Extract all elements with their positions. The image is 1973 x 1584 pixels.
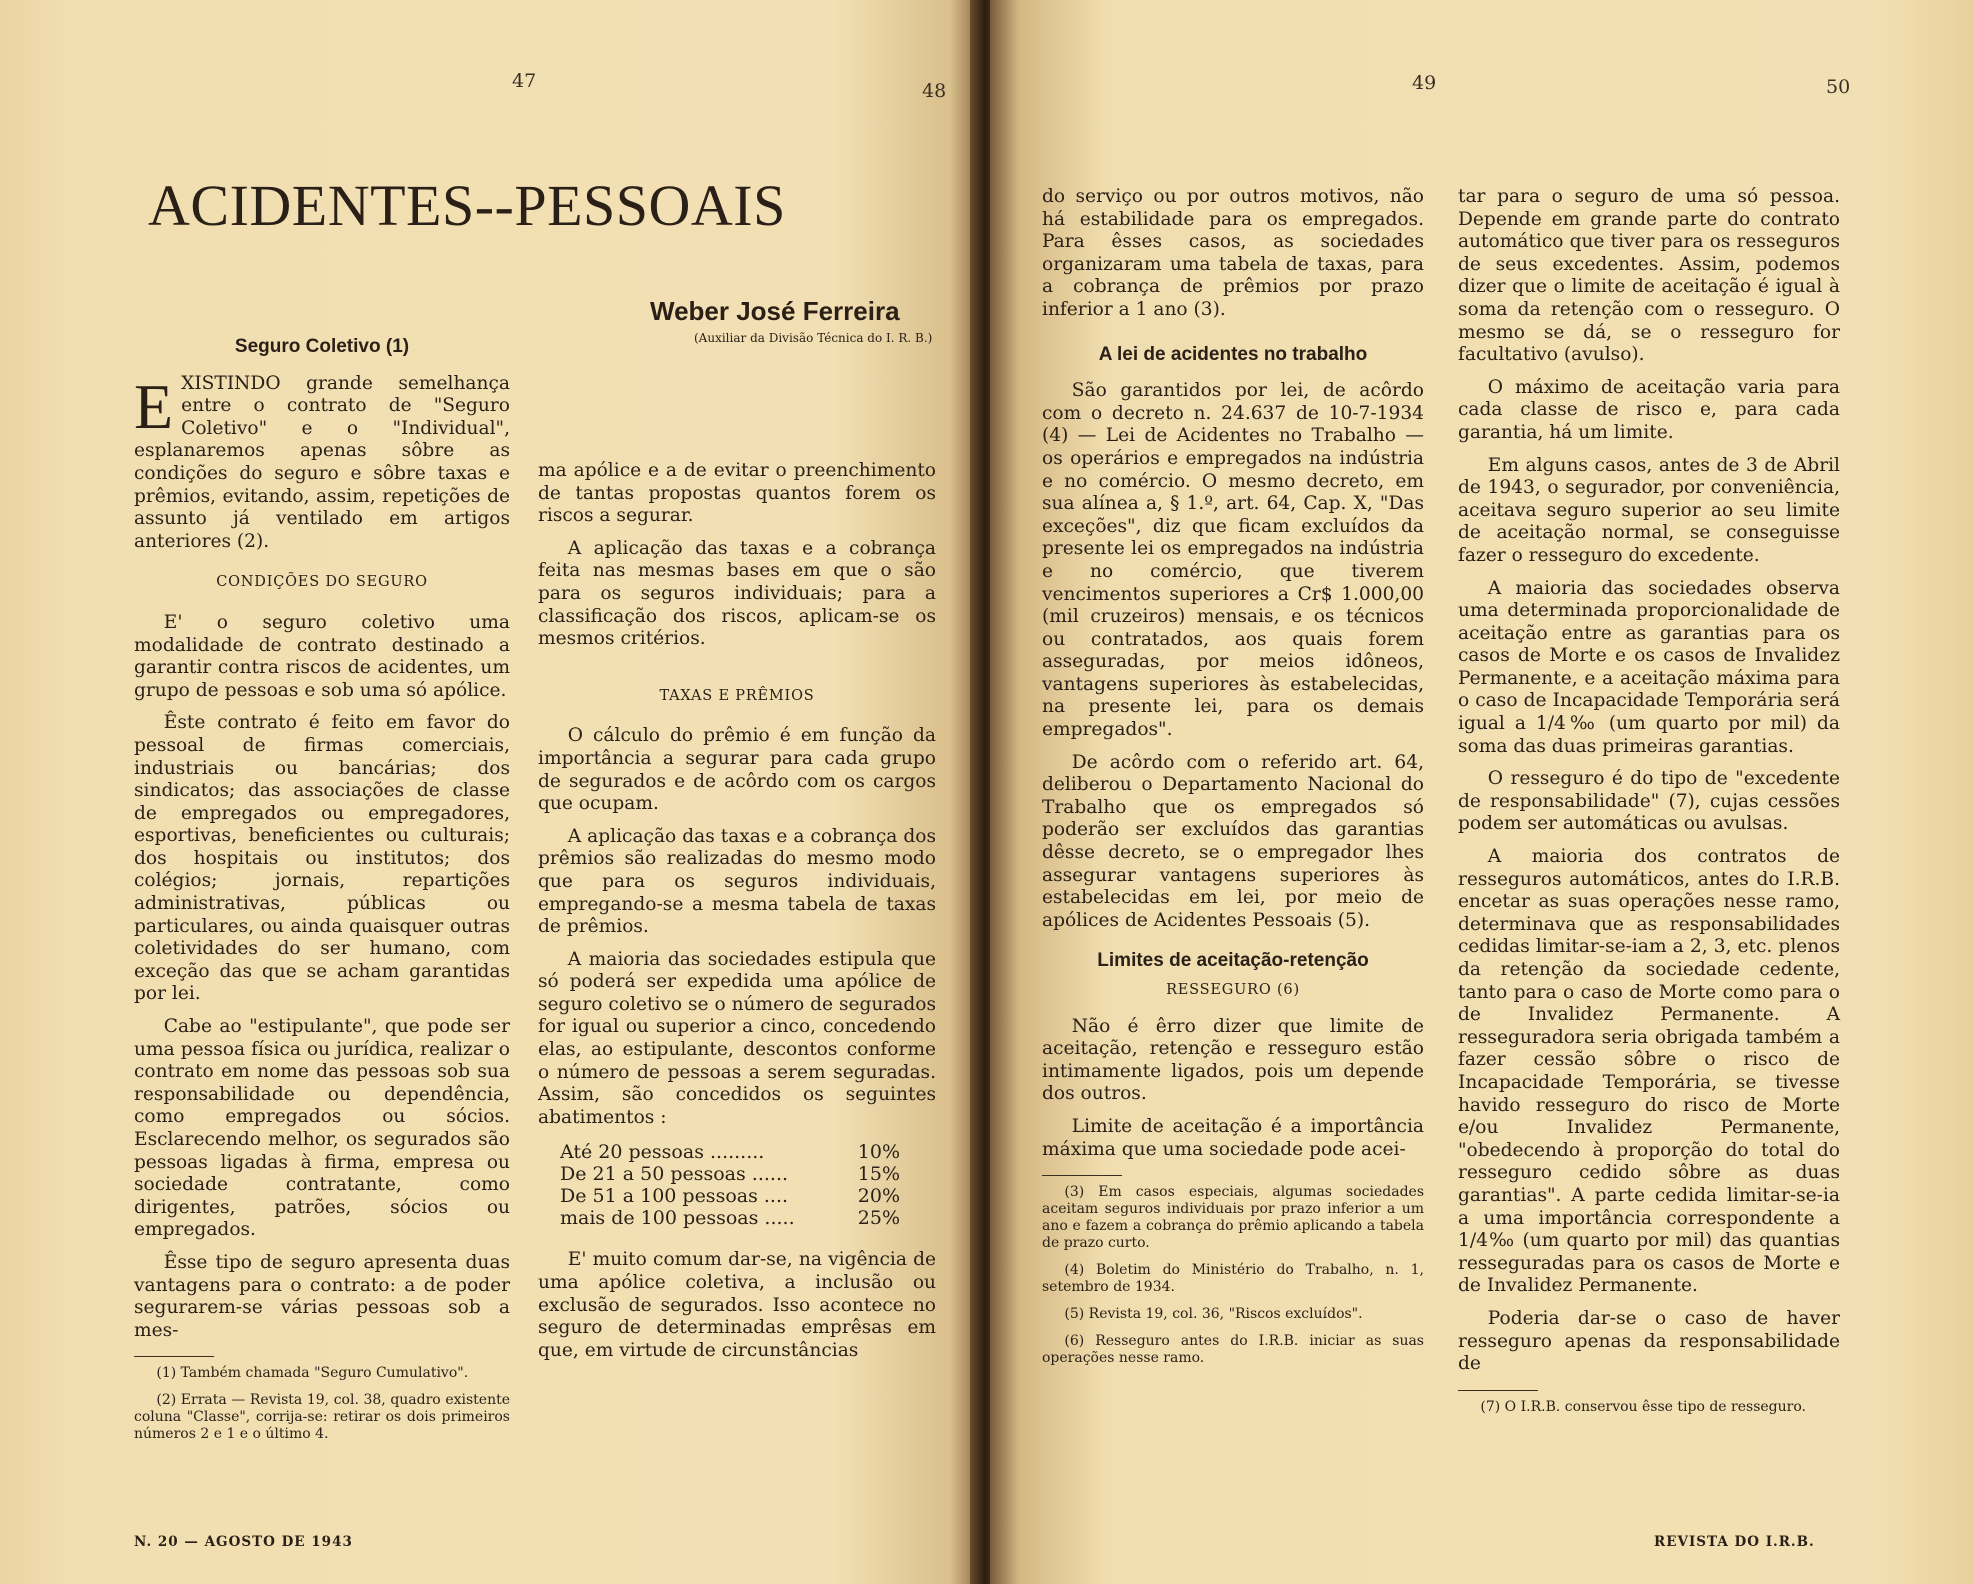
subheading-taxas: TAXAS E PRÊMIOS — [659, 687, 815, 704]
footnote-7: (7) O I.R.B. conservou êsse tipo de resseguro. — [1480, 1398, 1806, 1415]
paragraph: A maioria das sociedades observa uma determinada proporcionalidade de aceitação entre as garantias para os casos de Morte e os casos de Invalidez Permanente, e a aceitação máxima para o caso de Incapacidade Temporária será igual a 1/4‰ (um quarto por mil) da soma das duas primeiras garantias. — [1458, 577, 1840, 757]
section-heading-seguro-coletivo: Seguro Coletivo (1) — [234, 336, 410, 357]
section-heading-lei-acidentes: A lei de acidentes no trabalho — [1098, 343, 1368, 365]
discount-label: De 21 a 50 pessoas ...... — [560, 1163, 789, 1186]
section-heading-limites: Limites de aceitação-retenção — [1097, 950, 1369, 972]
article-title: ACIDENTES--PESSOAIS — [148, 173, 786, 238]
paragraph: ma apólice e a de evitar o preenchimento de tantas propostas quantos forem os riscos a segurar. — [538, 460, 936, 527]
discount-value: 10% — [857, 1141, 900, 1164]
paragraph: Em alguns casos, antes de 3 de Abril de 1943, o segurador, por conveniência, aceitava seguro superior ao seu limite de aceitação normal, se conseguisse fazer o resseguro do excedente. — [1458, 454, 1840, 566]
paragraph: O resseguro é do tipo de "excedente de responsabilidade" (7), cujas cessões podem ser automáticas ou avulsas. — [1458, 768, 1840, 835]
paragraph: Poderia dar-se o caso de haver resseguro apenas da responsabilidade de — [1458, 1307, 1840, 1375]
paragraph: A aplicação das taxas e a cobrança dos prêmios são realizadas do mesmo modo que para os seguros individuais, empregando-se a mesma tabela de taxas de prêmios. — [538, 825, 936, 938]
discount-value: 15% — [857, 1163, 900, 1186]
author-affiliation: (Auxiliar da Divisão Técnica do I. R. B.) — [694, 331, 933, 345]
paragraph: Limite de aceitação é a importância máxima que uma sociedade pode acei- — [1042, 1115, 1424, 1160]
footnote-2: (2) Errata — Revista 19, col. 38, quadro existente coluna "Classe", corrija-se: retirar os dois primeiros números 2 e 1 e o último 4. — [134, 1392, 510, 1443]
footnote-rule — [134, 1356, 214, 1357]
footnote-3: (3) Em casos especiais, algumas sociedades aceitam seguros individuais por prazo inferior a um ano e fazem a cobrança do prêmio aplicando a tabela de prazo curto. — [1042, 1184, 1424, 1252]
footnote-6: (6) Resseguro antes do I.R.B. iniciar as suas operações nesse ramo. — [1042, 1333, 1424, 1367]
discount-row — [560, 1185, 900, 1207]
intro-paragraph — [134, 370, 510, 554]
discount-row — [560, 1163, 900, 1185]
paragraph: A maioria dos contratos de resseguros automáticos, antes do I.R.B. encetar as suas operações nesse ramo, determinava que as responsabilidades cedidas limitar-se-iam a 2, 3, etc. plenos da retenção da sociedade cedente, tanto para o caso de Morte como para o de Invalidez Permanente. A resseguradora seria obrigada também a fazer cessão sôbre o risco de Incapacidade Temporária, se tivesse havido resseguro do risco de Morte e/ou Invalidez Permanente, "obedecendo à proporção do total do resseguro cedido sôbre as duas garantias". A parte cedida limitar-se-ia a uma importância correspondente a 1/4‰ (um quarto por mil) das quantias resseguradas para os casos de Morte e de Invalidez Permanente. — [1458, 846, 1840, 1297]
paragraph: O cálculo do prêmio é em função da importância a segurar para cada grupo de segurados e de acôrdo com os cargos que ocupam. — [538, 725, 936, 815]
paragraph: O máximo de aceitação varia para cada classe de risco e, para cada garantia, há um limite. — [1458, 376, 1840, 443]
subheading-condicoes: CONDIÇÕES DO SEGURO — [216, 574, 428, 591]
page-number-47: 47 — [512, 70, 537, 92]
discount-label: De 51 a 100 pessoas .... — [560, 1185, 789, 1208]
drop-cap: E — [134, 370, 174, 442]
intro-text: XISTINDO grande semelhança entre o contrato de "Seguro Coletivo" e o "Individual", esplanaremos apenas sôbre as condições do seguro e sôbre taxas e prêmios, evitando, assim, repetições de assunto já ventilado em artigos anteriores (2). — [134, 372, 510, 552]
paragraph: Êste contrato é feito em favor do pessoal de firmas comerciais, industriais ou bancárias; dos sindicatos; das associações de classe de empregados ou empregadores, esportivas, beneficientes ou culturais; dos hospitais ou institutos; dos colégios; jornais, repartições administrativas, públicas ou particulares, ou ainda quaisquer outras coletividades do ser humano, com exceção das que se acham garantidas por lei. — [134, 712, 510, 1005]
footnote-4: (4) Boletim do Ministério do Trabalho, n. 1, setembro de 1934. — [1042, 1262, 1424, 1296]
column-48 — [538, 460, 936, 1372]
article-author: Weber José Ferreira — [650, 296, 900, 326]
left-page — [0, 0, 980, 1584]
footnote-rule — [1042, 1175, 1122, 1176]
paragraph: tar para o seguro de uma só pessoa. Depende em grande parte do contrato automático que tiver para os resseguros de seus excedentes. Assim, podemos dizer que o limite de aceitação é igual à soma da retenção com o resseguro. O mesmo se dá, se o resseguro for facultativo (avulso). — [1458, 186, 1840, 366]
paragraph: E' muito comum dar-se, na vigência de uma apólice coletiva, a inclusão ou exclusão de segurados. Isso acontece no seguro de determinadas emprêsas em que, em virtude de circunstâncias — [538, 1249, 936, 1361]
paragraph: do serviço ou por outros motivos, não há estabilidade para os empregados. Para êsses casos, as sociedades organizaram uma tabela de taxas, para a cobrança de prêmios por prazo inferior a 1 ano (3). — [1042, 186, 1424, 320]
page-number-49: 49 — [1412, 72, 1437, 94]
paragraph: De acôrdo com o referido art. 64, deliberou o Departamento Nacional do Trabalho que os empregados só poderão ser excluídos das garantias dêsse decreto, se o empregador lhes assegurar vantagens superiores às estabelecidas em lei, por meio de apólices de Acidentes Pessoais (5). — [1042, 751, 1424, 931]
paragraph: São garantidos por lei, de acôrdo com o decreto n. 24.637 de 10-7-1934 (4) — Lei de Acidentes no Trabalho — os operários e empregados na indústria e no comércio. O mesmo decreto, em sua alínea a, § 1.º, art. 64, Cap. X, "Das exceções", diz que ficam excluídos da presente lei os empregados na indústria e no comércio, que tiverem vencimentos superiores a Cr$ 1.000,00 (mil cruzeiros) mensais, e os técnicos ou contratados, aos quais forem asseguradas, por meios idôneos, vantagens superiores às estabelecidas, na presente lei, para os demais empregados". — [1042, 380, 1424, 741]
page-number-48: 48 — [922, 80, 947, 102]
column-50 — [1458, 186, 1840, 1426]
paragraph: Êsse tipo de seguro apresenta duas vantagens para o contrato: a de poder segurarem-se várias pessoas sob a mes- — [134, 1251, 510, 1341]
discount-value: 25% — [857, 1207, 900, 1230]
footnote-5: (5) Revista 19, col. 36, "Riscos excluídos". — [1064, 1306, 1363, 1323]
discount-table — [560, 1141, 936, 1229]
paragraph: A maioria das sociedades estipula que só poderá ser expedida uma apólice de seguro coletivo se o número de segurados for igual ou superior a cinco, concedendo elas, ao estipulante, descontos conforme o número de pessoas a serem seguradas. Assim, são concedidos os seguintes abatimentos : — [538, 948, 936, 1128]
paragraph: Cabe ao "estipulante", que pode ser uma pessoa física ou jurídica, realizar o contrato em nome das pessoas sob sua responsabilidade ou dependência, como empregados ou sócios. Esclarecendo melhor, os segurados são pessoas ligadas à firma, empresa ou sociedade contratante, como dirigentes, patrões, sócios ou empregados. — [134, 1016, 510, 1241]
discount-row — [560, 1207, 900, 1229]
paragraph: A aplicação das taxas e a cobrança feita nas mesmas bases em que o são para os seguros individuais; para a classificação dos riscos, aplicam-se os mesmos critérios. — [538, 537, 936, 650]
paragraph: Não é êrro dizer que limite de aceitação, retenção e resseguro estão intimamente ligados, pois um depende dos outros. — [1042, 1015, 1424, 1105]
right-page — [990, 0, 1973, 1584]
page-number-50: 50 — [1826, 76, 1851, 98]
discount-label: Até 20 pessoas ......... — [560, 1141, 765, 1164]
paragraph: E' o seguro coletivo uma modalidade de contrato destinado a garantir contra riscos de acidentes, um grupo de pessoas e sob uma só apólice. — [134, 611, 510, 701]
column-49 — [1042, 186, 1424, 1377]
footer-issue: N. 20 — AGOSTO DE 1943 — [134, 1534, 353, 1550]
footer-journal: REVISTA DO I.R.B. — [1654, 1534, 1815, 1550]
discount-value: 20% — [857, 1185, 900, 1208]
discount-label: mais de 100 pessoas ..... — [560, 1207, 795, 1230]
subheading-resseguro: RESSEGURO (6) — [1166, 982, 1300, 998]
footnote-1: (1) Também chamada "Seguro Cumulativo". — [156, 1365, 469, 1382]
column-47 — [134, 330, 510, 1453]
footnote-rule — [1458, 1390, 1538, 1391]
discount-row — [560, 1141, 900, 1163]
